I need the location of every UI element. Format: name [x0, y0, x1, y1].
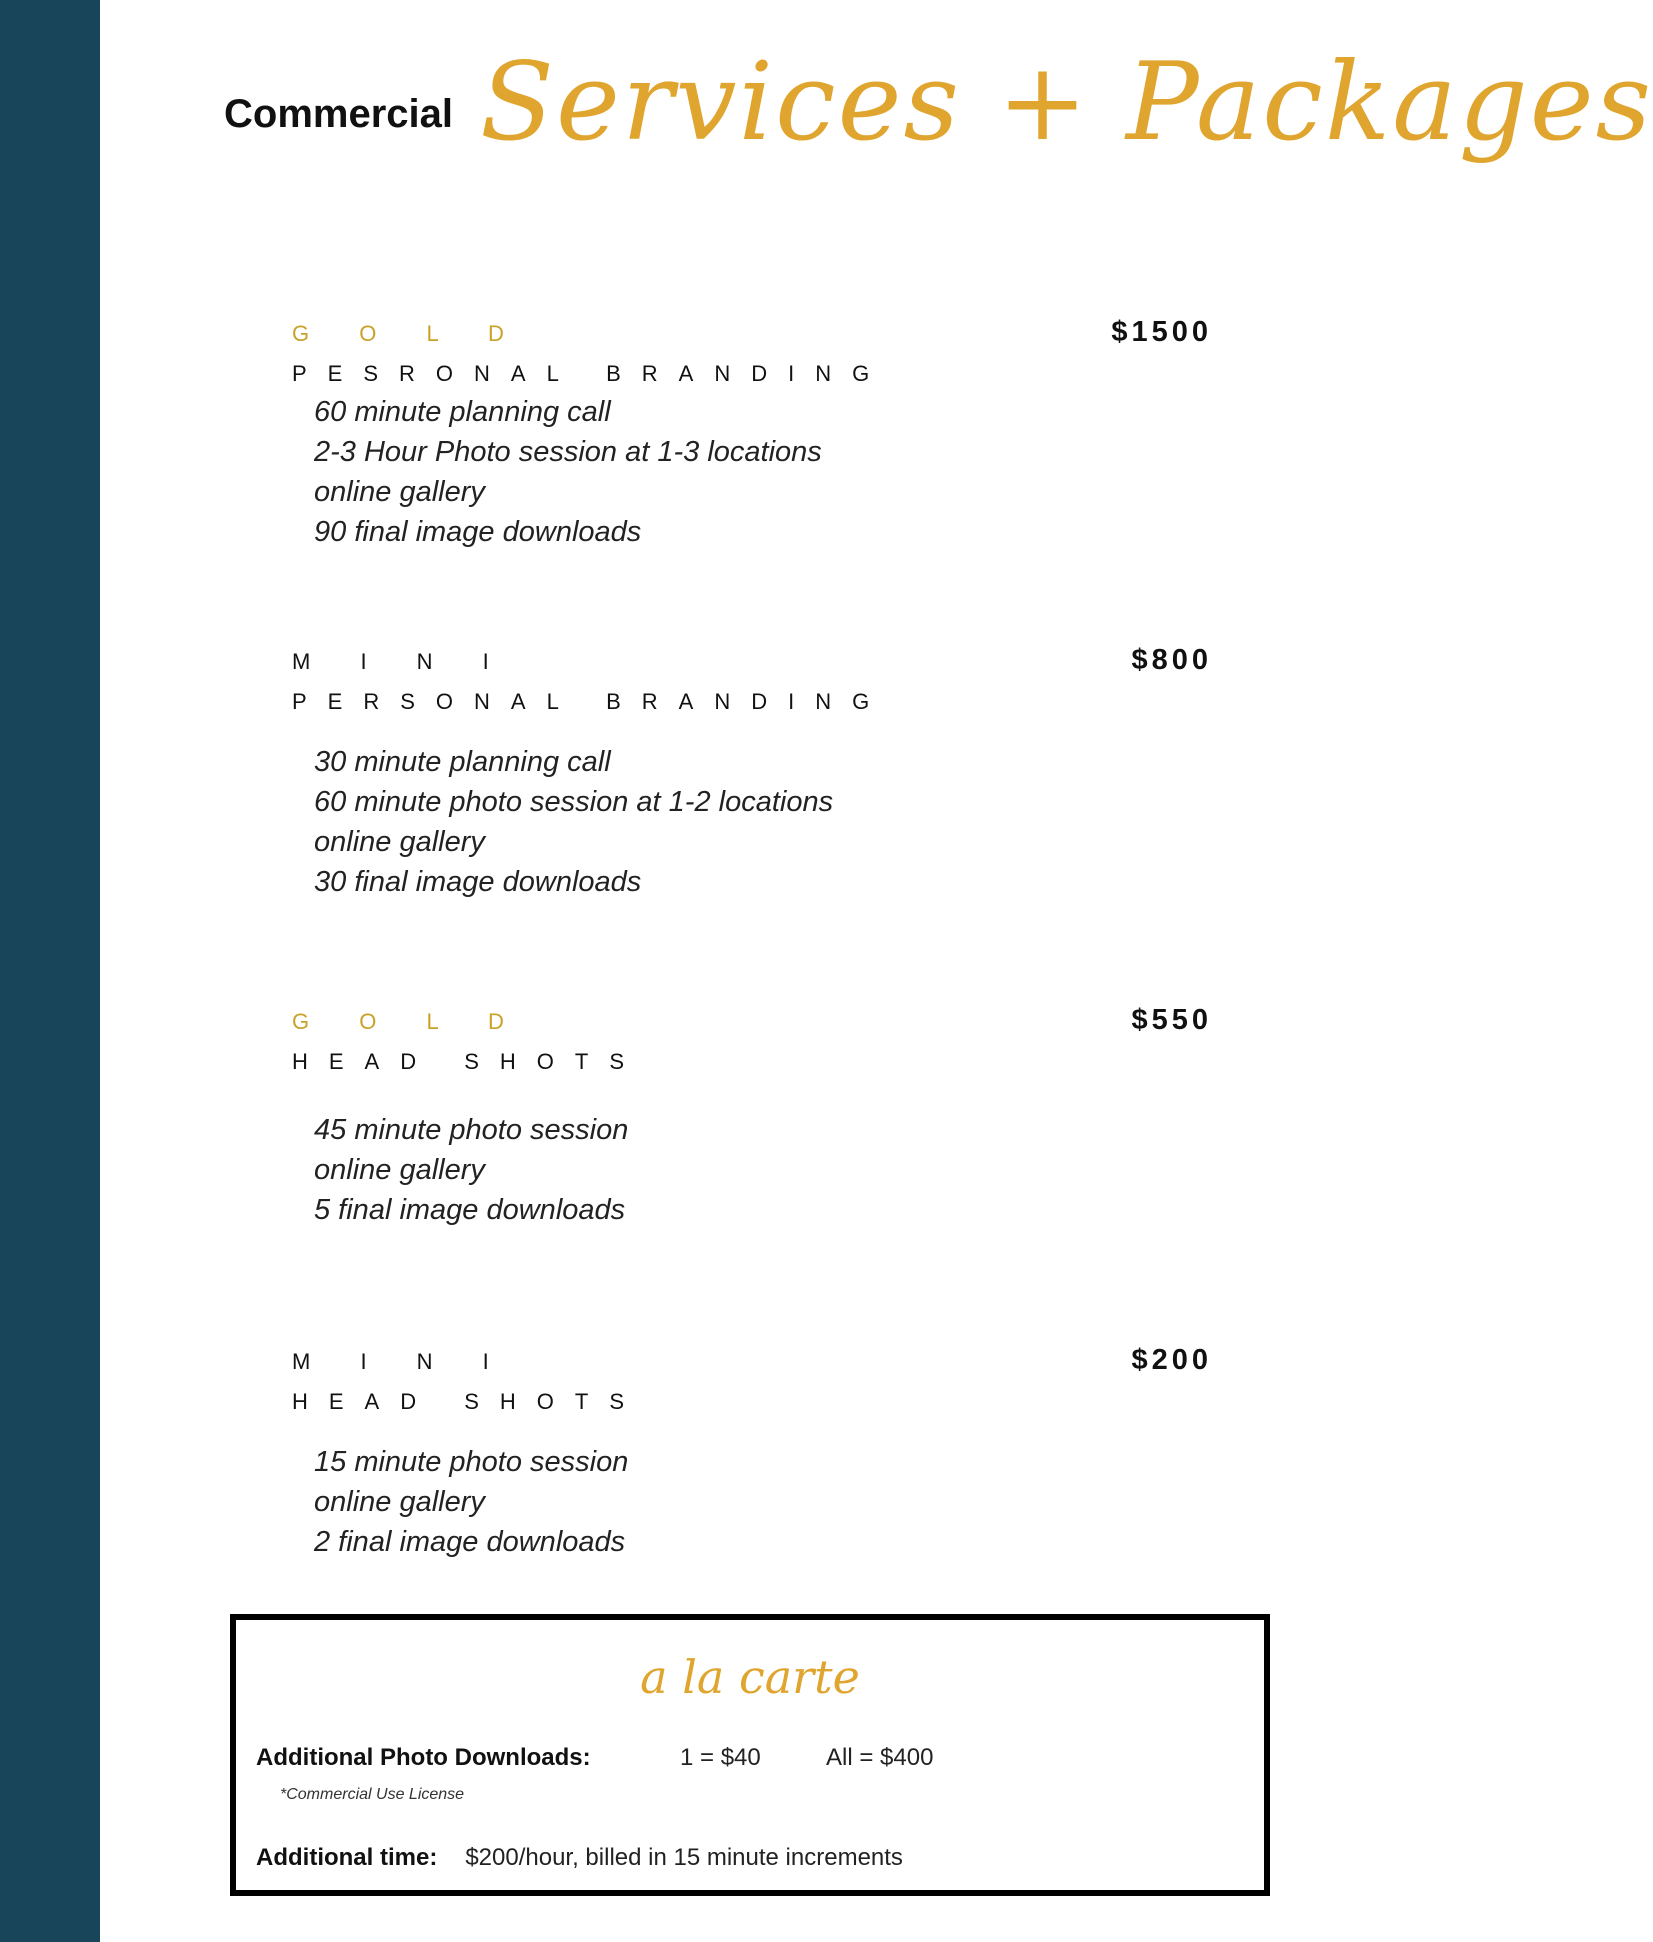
- downloads-all-price: All = $400: [826, 1744, 934, 1771]
- side-band: [0, 0, 100, 1942]
- package-tier: M I N I: [292, 649, 511, 674]
- feature-item: 15 minute photo session: [314, 1446, 629, 1478]
- feature-list: [314, 1442, 1212, 1562]
- feature-list: [314, 742, 1212, 902]
- package-name: PERSONAL BRANDING: [292, 689, 891, 714]
- feature-item: online gallery: [314, 1154, 485, 1186]
- feature-item: online gallery: [314, 1486, 485, 1518]
- feature-item: 2 final image downloads: [314, 1526, 626, 1558]
- feature-item: online gallery: [314, 476, 485, 508]
- feature-item: 30 minute planning call: [314, 746, 611, 778]
- package-price: $800: [1131, 644, 1212, 676]
- time-row: [256, 1844, 903, 1872]
- feature-item: 60 minute planning call: [314, 396, 611, 428]
- downloads-one-price: 1 = $40: [680, 1744, 761, 1771]
- feature-item: 30 final image downloads: [314, 866, 642, 898]
- feature-item: 90 final image downloads: [314, 516, 642, 548]
- package-mini-personal-branding: [292, 646, 1212, 902]
- downloads-row: [256, 1744, 934, 1772]
- package-name: HEAD SHOTS: [292, 1049, 646, 1074]
- package-name: HEAD SHOTS: [292, 1389, 646, 1414]
- package-price: $200: [1131, 1344, 1212, 1376]
- license-note: *Commercial Use License: [280, 1786, 465, 1803]
- feature-item: 5 final image downloads: [314, 1194, 626, 1226]
- a-la-carte-box: [230, 1614, 1270, 1896]
- feature-item: online gallery: [314, 826, 485, 858]
- header-commercial: Commercial: [224, 92, 453, 136]
- time-value: $200/hour, billed in 15 minute increments: [465, 1844, 903, 1871]
- package-tier: G O L D: [292, 321, 526, 346]
- package-tier: G O L D: [292, 1009, 526, 1034]
- time-label: Additional time:: [256, 1844, 438, 1871]
- feature-list: [314, 392, 1212, 552]
- package-name: PESRONAL BRANDING: [292, 361, 891, 386]
- script-title: Services + Packages: [480, 40, 1653, 165]
- a-la-carte-title: a la carte: [640, 1650, 860, 1704]
- package-price: $550: [1131, 1004, 1212, 1036]
- package-mini-head-shots: [292, 1346, 1212, 1562]
- downloads-label: Additional Photo Downloads:: [256, 1744, 591, 1771]
- feature-item: 2-3 Hour Photo session at 1-3 locations: [314, 436, 822, 468]
- package-gold-head-shots: [292, 1006, 1212, 1230]
- package-gold-personal-branding: [292, 318, 1212, 552]
- feature-item: 60 minute photo session at 1-2 locations: [314, 786, 834, 818]
- feature-list: [314, 1110, 1212, 1230]
- feature-item: 45 minute photo session: [314, 1114, 629, 1146]
- package-price: $1500: [1111, 316, 1212, 348]
- package-tier: M I N I: [292, 1349, 511, 1374]
